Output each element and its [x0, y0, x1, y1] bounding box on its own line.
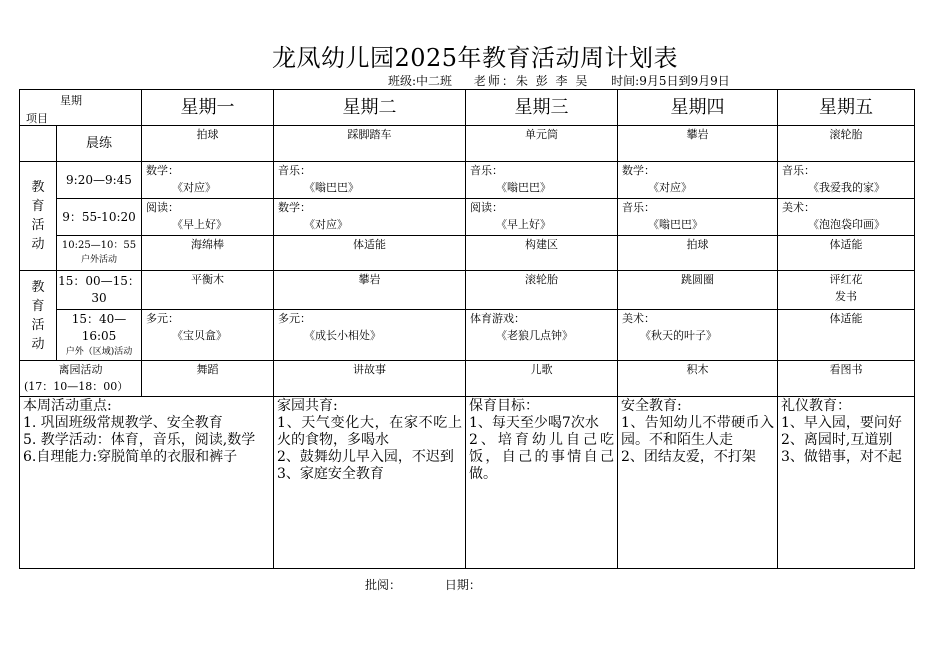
slot4-cell: 攀岩 [274, 271, 466, 310]
weekly-focus-cell [20, 397, 274, 569]
teacher-label: 老师：朱 彭 李 吴 [473, 74, 590, 88]
slot4-row [20, 271, 915, 310]
subject: 数学： [146, 164, 179, 177]
page-title: 龙凤幼儿园2025年教育活动周计划表 [271, 44, 679, 72]
morning-row [20, 126, 915, 162]
slot3-cell: 拍球 [618, 236, 778, 271]
slot2-cell [142, 199, 274, 236]
summary-heading: 安全教育: [621, 398, 682, 414]
slot5-cell [466, 310, 618, 361]
book: 《对应》 [172, 181, 216, 194]
slot3-cell: 体适能 [778, 236, 915, 271]
corner-cell [20, 90, 142, 126]
slot2-cell [618, 199, 778, 236]
weekly-plan-table [19, 89, 915, 569]
slot4-time-a: 15：00—15： [58, 274, 140, 288]
leave-cell: 积木 [618, 361, 778, 397]
slot5-cell [274, 310, 466, 361]
slot5-cell [778, 310, 915, 361]
slot1-row [20, 162, 915, 199]
summary-heading: 家园共育: [277, 398, 338, 414]
morning-cell: 拍球 [142, 126, 274, 162]
day-header-thu: 星期四 [618, 90, 778, 126]
book: 《泡泡袋印画》 [808, 218, 885, 231]
class-label: 班级:中二班 [388, 74, 453, 88]
edu-label-char: 动 [31, 237, 45, 252]
summary-heading: 保育目标： [469, 398, 539, 414]
day-header-wed: 星期三 [466, 90, 618, 126]
slot1-cell [142, 162, 274, 199]
slot2-cell [778, 199, 915, 236]
summary-line: 2、培育幼儿自己吃饭，自己的事情自己做。 [469, 432, 614, 482]
subject: 美术： [622, 312, 655, 325]
slot2-cell [274, 199, 466, 236]
subject: 音乐： [278, 164, 311, 177]
summary-heading: 本周活动重点: [23, 398, 112, 414]
book: 《老狼几点钟》 [496, 329, 573, 342]
slot5-cell [618, 310, 778, 361]
slot5-cell [142, 310, 274, 361]
slot4-cell: 平衡木 [142, 271, 274, 310]
slot4-time-b: 30 [91, 291, 107, 305]
slot3-time-text: 10:25—10：55 [61, 240, 137, 251]
summary-line: 2、团结友爱，不打架 [621, 449, 756, 465]
book: 《成长小相处》 [304, 329, 381, 342]
book: 《秋天的叶子》 [640, 329, 717, 342]
edu-label-char: 教 [31, 279, 45, 295]
edu-label-char: 教 [31, 180, 45, 195]
summary-line: 6.自理能力:穿脱简单的衣服和裤子 [23, 449, 238, 465]
slot3-row [20, 236, 915, 271]
slot1-cell [618, 162, 778, 199]
empty-cell [20, 126, 57, 162]
summary-line: 1、每天至少喝7次水 [469, 415, 599, 431]
subject: 美术： [782, 201, 815, 214]
footer [365, 576, 521, 593]
subject: 体育游戏： [470, 312, 525, 325]
slot4-cell-line: 评红花 [829, 273, 863, 286]
slot5-row [20, 310, 915, 361]
class-info [388, 72, 748, 89]
edu-activity-label-2 [20, 271, 57, 361]
edu-activity-label-1 [20, 162, 57, 271]
book: 《我爱我的家》 [808, 181, 885, 194]
time-label: 时间:9月5日到9月9日 [611, 74, 730, 88]
summary-line: 5. 教学活动：体育，音乐，阅读,数学 [23, 432, 256, 448]
corner-weekday-label: 星期 [60, 94, 82, 107]
summary-line: 3、家庭安全教育 [277, 466, 384, 482]
book: 《早上好》 [496, 218, 551, 231]
morning-cell: 踩脚踏车 [274, 126, 466, 162]
subject: 多元： [146, 312, 179, 325]
slot3-sub: 户外活动 [80, 255, 117, 265]
edu-label-char: 动 [31, 336, 45, 352]
day-header-fri: 星期五 [778, 90, 915, 126]
slot1-time: 9:20—9:45 [57, 162, 142, 199]
subject: 阅读： [146, 201, 179, 214]
slot4-cell: 跳圆圈 [618, 271, 778, 310]
summary-line: 1、天气变化大，在家不吃上火的食物，多喝水 [277, 415, 462, 448]
slot3-cell: 体适能 [274, 236, 466, 271]
slot4-time [57, 271, 142, 310]
slot3-time [57, 236, 142, 271]
morning-cell: 攀岩 [618, 126, 778, 162]
subject: 音乐： [622, 201, 655, 214]
slot4-cell-line: 发书 [835, 290, 857, 303]
slot5-sub: 户外（区域)活动 [65, 347, 133, 357]
book: 《嗡巴巴》 [304, 181, 359, 194]
slot1-cell [778, 162, 915, 199]
summary-line: 1、告知幼儿不带硬币入园。不和陌生人走 [621, 415, 774, 448]
day-header-mon: 星期一 [142, 90, 274, 126]
leave-time: (17：10—18：00） [24, 380, 129, 393]
summary-line: 2、鼓舞幼儿早入园，不迟到 [277, 449, 454, 465]
review-label: 批阅： [365, 578, 402, 592]
edu-label-char: 活 [31, 317, 45, 333]
slot3-cell: 海绵棒 [142, 236, 274, 271]
corner-item-label: 项目 [26, 112, 48, 125]
leave-row [20, 361, 915, 397]
subject: 数学： [278, 201, 311, 214]
leave-cell: 儿歌 [466, 361, 618, 397]
subject: 音乐： [782, 164, 815, 177]
book: 《早上好》 [172, 218, 227, 231]
summary-line: 2、离园时,互道别 [781, 432, 893, 448]
slot3-cell: 构建区 [466, 236, 618, 271]
book: 《嗡巴巴》 [648, 218, 703, 231]
day-header-tue: 星期二 [274, 90, 466, 126]
book: 《对应》 [304, 218, 348, 231]
slot4-cell [778, 271, 915, 310]
subject: 音乐： [470, 164, 503, 177]
book: 《嗡巴巴》 [496, 181, 551, 194]
slot5-time-b: 16:05 [81, 329, 117, 343]
subject: 多元： [278, 312, 311, 325]
leave-label: 离园活动 [58, 363, 103, 376]
slot1-cell [274, 162, 466, 199]
slot5-time-a: 15：40— [71, 312, 127, 326]
slot2-row [20, 199, 915, 236]
leave-cell: 舞蹈 [142, 361, 274, 397]
subject: 阅读： [470, 201, 503, 214]
slot1-cell [466, 162, 618, 199]
morning-label: 晨练 [57, 126, 142, 162]
home-school-cell [274, 397, 466, 569]
edu-label-char: 活 [31, 218, 45, 233]
summary-heading: 礼仪教育： [781, 398, 851, 414]
summary-line: 1. 巩固班级常规教学、安全教育 [23, 415, 223, 431]
edu-label-char: 育 [31, 298, 45, 314]
etiquette-education-cell [778, 397, 915, 569]
header-row [20, 90, 915, 126]
morning-cell: 滚轮胎 [778, 126, 915, 162]
leave-label-cell [20, 361, 142, 397]
summary-line: 3、做错事，对不起 [781, 449, 902, 465]
slot2-time: 9：55-10:20 [57, 199, 142, 236]
subject: 数学： [622, 164, 655, 177]
leave-cell: 看图书 [778, 361, 915, 397]
book: 《对应》 [648, 181, 692, 194]
summary-row [20, 397, 915, 569]
slot2-cell [466, 199, 618, 236]
book: 《宝贝盒》 [172, 329, 227, 342]
summary-line: 1、早入园，要问好 [781, 415, 902, 431]
date-label: 日期： [444, 578, 481, 592]
morning-cell: 单元筒 [466, 126, 618, 162]
leave-cell: 讲故事 [274, 361, 466, 397]
slot5-time [57, 310, 142, 361]
safety-education-cell [618, 397, 778, 569]
edu-label-char: 育 [31, 199, 45, 214]
book: 体适能 [829, 312, 863, 325]
care-goal-cell [466, 397, 618, 569]
slot4-cell: 滚轮胎 [466, 271, 618, 310]
